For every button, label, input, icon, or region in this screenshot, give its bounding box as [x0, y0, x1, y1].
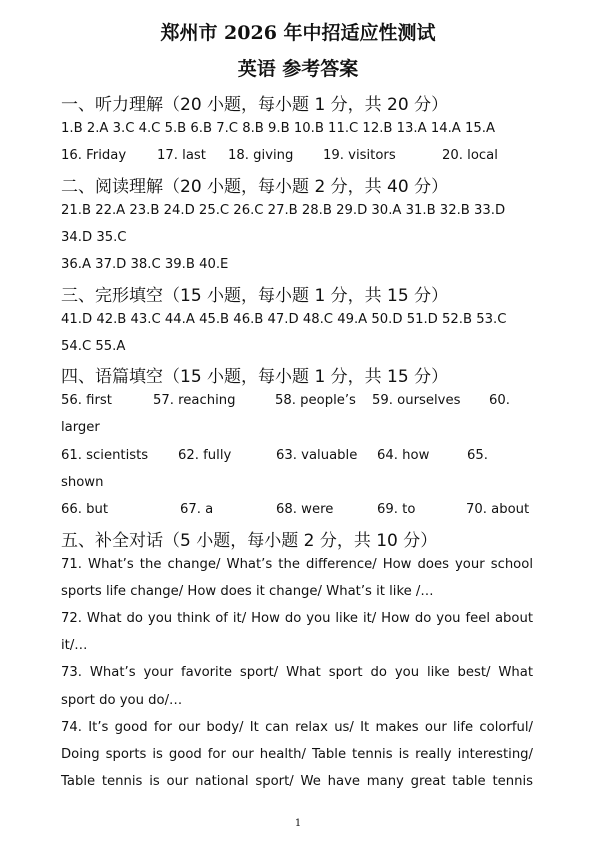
answer-66: 66. but [61, 502, 109, 517]
answers-36-40: 36.A 37.D 38.C 39.B 40.E [61, 257, 229, 272]
answers-1-15: 1.B 2.A 3.C 4.C 5.B 6.B 7.C 8.B 9.B 10.B 11.C 12.B 13.A 14.A 15.A [61, 121, 496, 136]
answer-68: 68. were [276, 502, 334, 517]
answers-21-33: 21.B 22.A 23.B 24.D 25.C 26.C 27.B 28.B 29.D 30.A 31.B 32.B 33.D [61, 203, 506, 218]
answer-19: 19. visitors [323, 148, 396, 163]
document-title: 郑州市 2026 年中招适应性测试 [160, 22, 436, 44]
answer-61: 61. scientists [61, 448, 149, 463]
answer-74-line-3: Table tennis is our national sport/ We have many great table tennis [61, 774, 533, 789]
answer-63: 63. valuable [276, 448, 358, 463]
section-heading-text-fill: 四、语篇填空（15 小题，每小题 1 分，共 15 分） [61, 367, 449, 387]
document-subtitle: 英语 参考答案 [237, 58, 359, 80]
answer-57: 57. reaching [153, 393, 236, 408]
answer-56: 56. first [61, 393, 112, 408]
page-number: 1 [294, 818, 302, 829]
section-heading-cloze: 三、完形填空（15 小题，每小题 1 分，共 15 分） [61, 286, 449, 306]
answer-71-line-1: 71. What’s the change/ What’s the difference/ How does your school [61, 557, 533, 572]
answer-74-line-1: 74. It’s good for our body/ It can relax us/ It makes our life colorful/ [61, 720, 533, 735]
answers-54-55: 54.C 55.A [61, 339, 126, 354]
answer-65-word: shown [61, 475, 104, 490]
answer-62: 62. fully [178, 448, 232, 463]
section-heading-reading: 二、阅读理解（20 小题，每小题 2 分，共 40 分） [61, 177, 449, 197]
answer-18: 18. giving [228, 148, 294, 163]
answers-34-35: 34.D 35.C [61, 230, 127, 245]
answer-60-word: larger [61, 420, 100, 435]
answer-17: 17. last [157, 148, 206, 163]
answer-20: 20. local [442, 148, 498, 163]
answer-71-line-2: sports life change/ How does it change/ What’s it like /… [61, 584, 434, 599]
answer-72-line-1: 72. What do you think of it/ How do you like it/ How do you feel about [61, 611, 533, 626]
section-heading-dialogue: 五、补全对话（5 小题，每小题 2 分，共 10 分） [61, 531, 438, 551]
section-heading-listening: 一、听力理解（20 小题，每小题 1 分，共 20 分） [61, 95, 449, 115]
answer-60: 60. [489, 393, 510, 408]
answer-59: 59. ourselves [372, 393, 461, 408]
answer-73-line-2: sport do you do/… [61, 693, 183, 708]
answer-64: 64. how [377, 448, 430, 463]
answer-74-line-2: Doing sports is good for our health/ Table tennis is really interesting/ [61, 747, 533, 762]
answers-41-53: 41.D 42.B 43.C 44.A 45.B 46.B 47.D 48.C 49.A 50.D 51.D 52.B 53.C [61, 312, 507, 327]
answer-67: 67. a [180, 502, 214, 517]
answer-58: 58. people’s [275, 393, 356, 408]
answer-69: 69. to [377, 502, 416, 517]
answer-70: 70. about [466, 502, 530, 517]
answer-72-line-2: it/… [61, 638, 88, 653]
answer-65: 65. [467, 448, 488, 463]
answer-16: 16. Friday [61, 148, 127, 163]
answer-73-line-1: 73. What’s your favorite sport/ What sport do you like best/ What [61, 665, 533, 680]
